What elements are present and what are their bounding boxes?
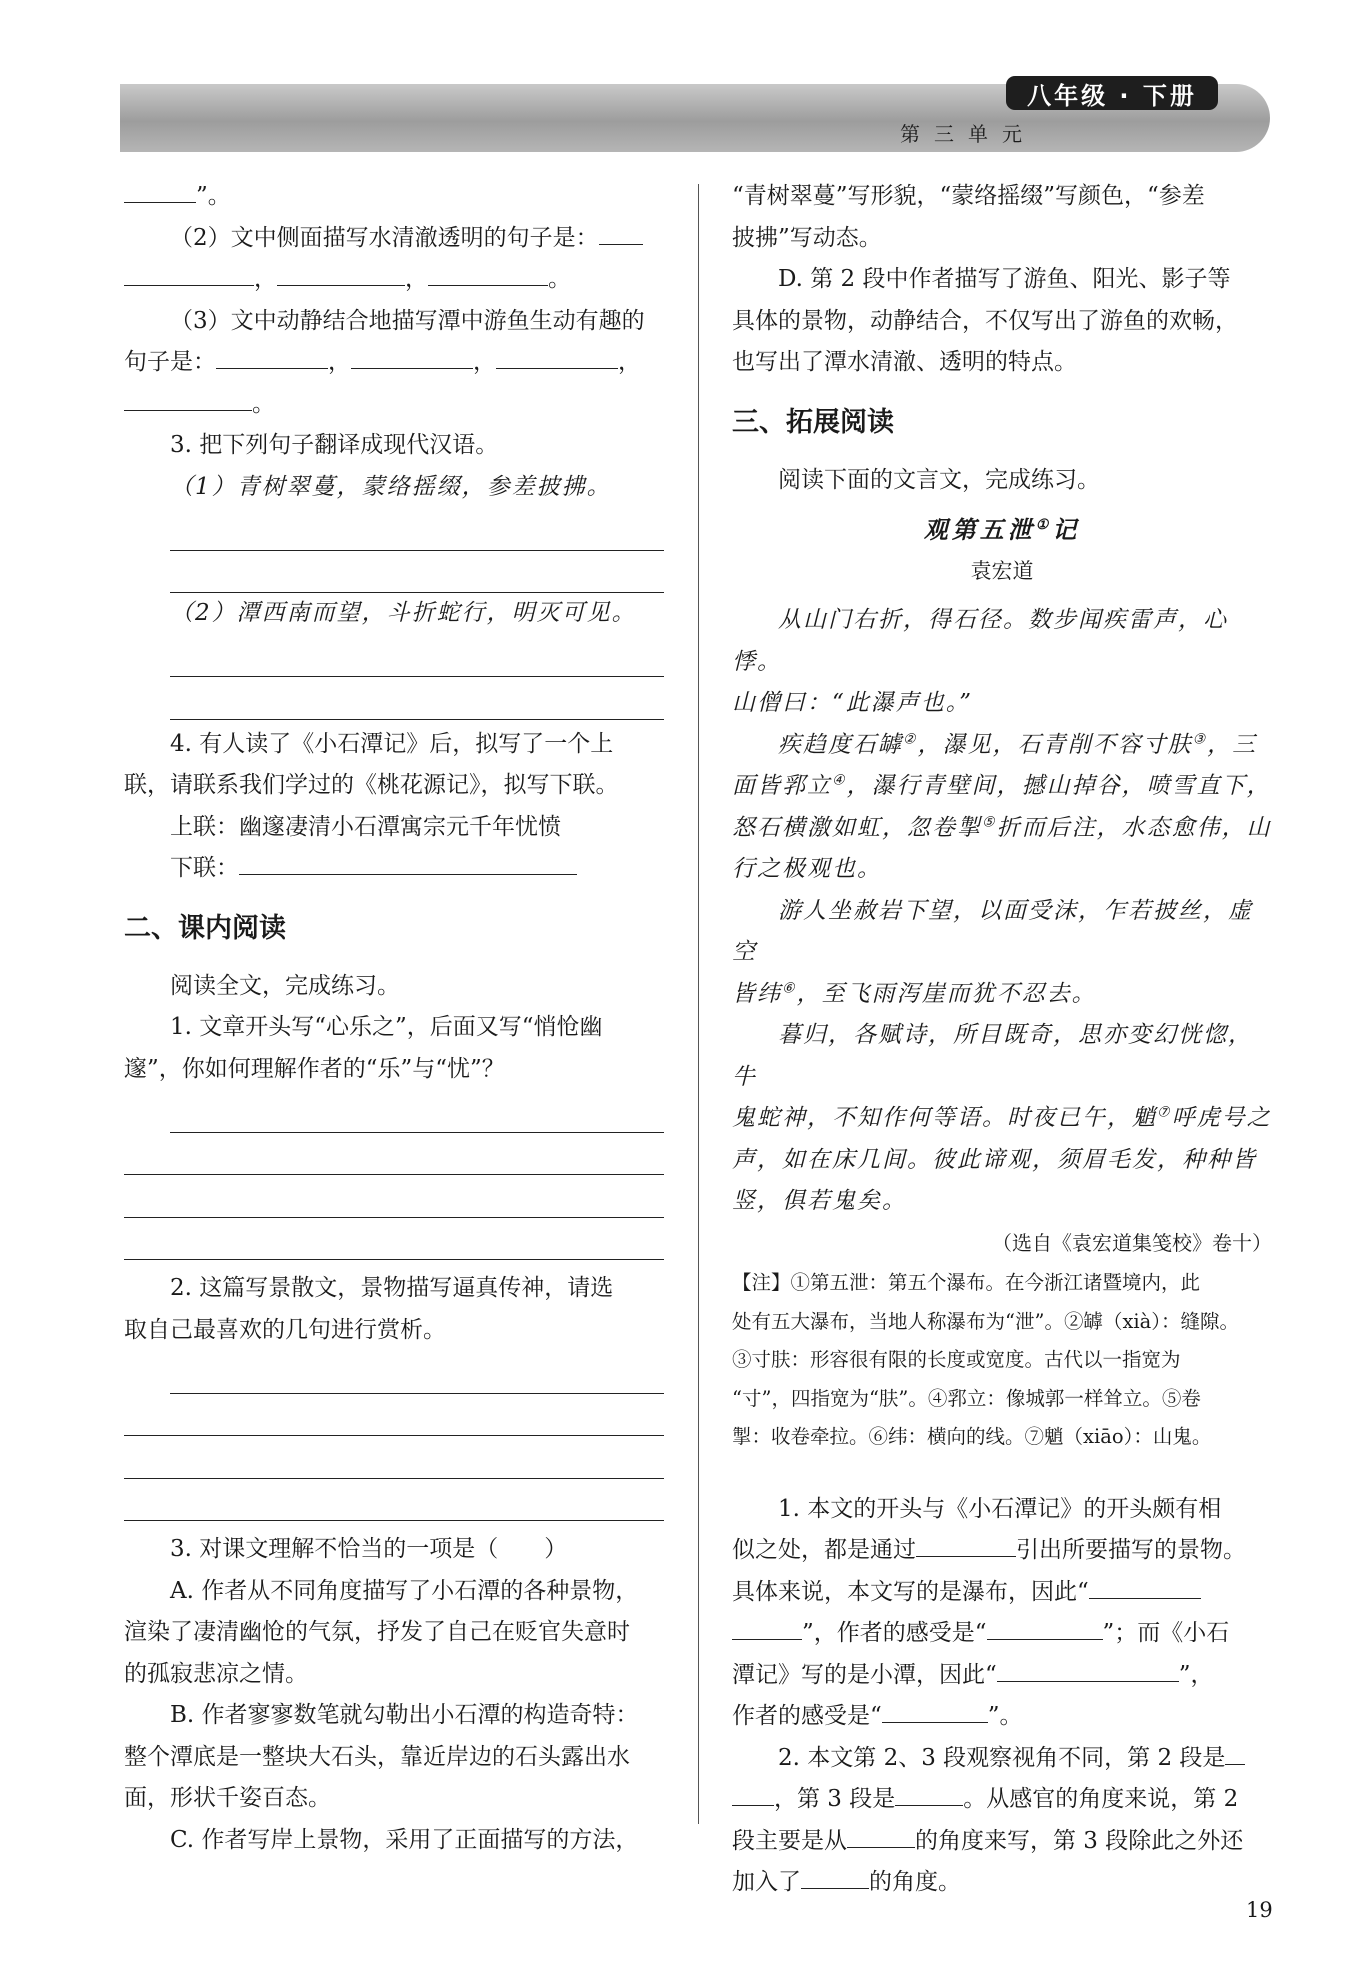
- text-line: 具体的景物，动静结合，不仅写出了游鱼的欢畅，: [732, 307, 1238, 334]
- text-line: 段主要是从 的角度来写，第 3 段除此之外还: [732, 1821, 1272, 1863]
- text-line: 潭记》写的是小潭，因此“ ”，: [732, 1655, 1272, 1697]
- answer-line[interactable]: [170, 508, 664, 551]
- text-line: 取自己最喜欢的几句进行赏析。: [124, 1316, 446, 1343]
- text-line: 疾趋度石罅②，瀑见，石青削不容寸肤③，三: [778, 730, 1258, 758]
- note-line: 处有五大瀑布，当地人称瀑布为“泄”。②罅（xià）：缝隙。: [732, 1309, 1240, 1333]
- blank[interactable]: [428, 263, 548, 286]
- text-line: 作者的感受是“ ”。: [732, 1696, 1272, 1738]
- text-line: ”，作者的感受是“ ”；而《小石: [732, 1613, 1272, 1655]
- blank[interactable]: [997, 1659, 1179, 1682]
- text-line: 面皆郛立④，瀑行青壁间，撼山掉谷，喷雪直下，: [732, 772, 1272, 799]
- question-4: 4. 有人读了《小石潭记》后，拟写了一个上: [170, 730, 614, 757]
- left-column: [124, 176, 664, 1861]
- option-b: B. 作者寥寥数笔就勾勒出小石潭的构造奇特：: [170, 1702, 639, 1728]
- text-line: 怒石横激如虹，忽卷掣⑤折而后注，水态愈伟，山: [732, 813, 1272, 841]
- question-2: 2. 这篇写景散文，景物描写逼真传神，请选: [170, 1275, 614, 1301]
- classical-passage: [732, 600, 1272, 1223]
- text-line: 行之极观也。: [732, 856, 882, 882]
- text-line: 似之处，都是通过 引出所要描写的景物。: [732, 1530, 1272, 1572]
- note-line: ③寸肤：形容很有限的长度或宽度。古代以一指宽为: [732, 1348, 1181, 1371]
- answer-line[interactable]: [124, 1436, 664, 1479]
- passage-author: 袁宏道: [970, 558, 1034, 583]
- text-line: 竖，俱若鬼矣。: [732, 1188, 907, 1214]
- note-line: 掣：收卷牵拉。⑥纬：横向的线。⑦魈（xiāo）：山鬼。: [732, 1425, 1212, 1448]
- section-heading: 三、拓展阅读: [732, 406, 894, 438]
- grade-label: 八年级 · 下册: [1006, 76, 1218, 110]
- blank[interactable]: [801, 1866, 869, 1889]
- option-d: D. 第 2 段中作者描写了游鱼、阳光、影子等: [778, 266, 1231, 292]
- first-couplet: 上联：幽邃凄清小石潭寓宗元千年忧愤: [170, 813, 561, 840]
- text-line: 联，请联系我们学过的《桃花源记》，拟写下联。: [124, 772, 619, 798]
- answer-line[interactable]: [124, 1479, 664, 1522]
- text-line: 加入了 的角度。: [732, 1862, 1272, 1904]
- blank[interactable]: [216, 346, 328, 369]
- blank[interactable]: [599, 222, 643, 245]
- text-line: 皆纬⑥，至飞雨泻崖而犹不忍去。: [732, 979, 1097, 1007]
- blank[interactable]: [239, 852, 577, 875]
- question-1: 1. 文章开头写“心乐之”，后面又写“悄怆幽: [170, 1014, 603, 1040]
- blank[interactable]: [916, 1534, 1016, 1557]
- blank[interactable]: [895, 1783, 963, 1806]
- text-line: 渲染了凄清幽怆的气氛，抒发了自己在贬官失意时: [124, 1619, 630, 1645]
- note-line: “寸”，四指宽为“肤”。④郛立：像城郭一样耸立。⑤卷: [732, 1386, 1201, 1410]
- annotations: [732, 1264, 1272, 1457]
- blank[interactable]: [351, 346, 473, 369]
- question-2: 2. 本文第 2、3 段观察视角不同，第 2 段是: [732, 1738, 1272, 1780]
- blank[interactable]: [496, 346, 618, 369]
- text-line: 邃”，你如何理解作者的“乐”与“忧”？: [124, 1055, 505, 1082]
- translate-sentence-1: （1）青树翠蔓，蒙络摇缀，参差披拂。: [170, 473, 612, 500]
- answer-line[interactable]: [170, 551, 664, 594]
- text-line: 游人坐赦岩下望，以面受沫，乍若披丝，虚空: [732, 897, 1253, 965]
- blank[interactable]: [987, 1617, 1103, 1640]
- blank[interactable]: [277, 263, 405, 286]
- answer-line[interactable]: [124, 1133, 664, 1176]
- instruction: 阅读下面的文言文，完成练习。: [778, 466, 1100, 493]
- text-line: ，第 3 段是 。从感官的角度来说，第 2: [732, 1779, 1272, 1821]
- text-line: 也写出了潭水清澈、透明的特点。: [732, 349, 1077, 375]
- blank[interactable]: [162, 263, 254, 286]
- blank[interactable]: [124, 263, 162, 286]
- text-line: 声，如在床几间。彼此谛观，须眉毛发，种种皆: [732, 1146, 1257, 1173]
- text-line: （2）文中侧面描写水清澈透明的句子是：: [124, 218, 664, 260]
- answer-line[interactable]: [170, 677, 664, 720]
- blank[interactable]: [882, 1700, 988, 1723]
- answer-line[interactable]: [170, 635, 664, 678]
- section-heading: 二、课内阅读: [124, 912, 286, 944]
- blank[interactable]: [732, 1783, 774, 1806]
- blank[interactable]: [124, 388, 252, 411]
- passage-title: 观第五泄①记: [923, 515, 1081, 544]
- blank[interactable]: [732, 1617, 802, 1640]
- page-number: 19: [1246, 1898, 1273, 1922]
- text-line: “青树翠蔓”写形貌，“蒙络摇缀”写颜色，“参差: [732, 183, 1205, 209]
- blank[interactable]: [847, 1825, 915, 1848]
- text-line: 山僧曰：“此瀑声也。”: [732, 690, 974, 716]
- option-c: C. 作者写岸上景物，采用了正面描写的方法，: [170, 1826, 639, 1853]
- text-line: 的孤寂悲凉之情。: [124, 1660, 308, 1687]
- answer-line[interactable]: [124, 1218, 664, 1261]
- second-couplet: 下联：: [124, 848, 664, 890]
- question-1: 1. 本文的开头与《小石潭记》的开头颇有相: [778, 1495, 1222, 1522]
- text-line: ”。: [124, 176, 664, 218]
- answer-line[interactable]: [170, 1090, 664, 1133]
- text-line: 披拂”写动态。: [732, 224, 882, 251]
- question-3: 3. 把下列句子翻译成现代汉语。: [170, 432, 499, 458]
- passage-source: （选自《袁宏道集笺校》卷十）: [992, 1230, 1272, 1255]
- note-line: 【注】①第五泄：第五个瀑布。在今浙江诸暨境内，此: [732, 1271, 1201, 1294]
- text-line: ， ， 。: [124, 259, 664, 301]
- blank[interactable]: [124, 180, 196, 203]
- answer-line[interactable]: [170, 1351, 664, 1394]
- instruction: 阅读全文，完成练习。: [170, 972, 400, 999]
- column-divider: [698, 184, 699, 1824]
- translate-sentence-2: （2）潭西南而望，斗折蛇行，明灭可见。: [170, 600, 637, 626]
- question-3: 3. 对课文理解不恰当的一项是（ ）: [170, 1536, 568, 1562]
- blank[interactable]: [1089, 1576, 1201, 1599]
- blank[interactable]: [1225, 1742, 1245, 1765]
- right-column: [732, 176, 1272, 1904]
- text-line: 整个潭底是一整块大石头，靠近岸边的石头露出水: [124, 1743, 630, 1770]
- unit-label: 第三单元: [900, 122, 1036, 146]
- text-line: （3）文中动静结合地描写潭中游鱼生动有趣的: [170, 307, 645, 334]
- answer-line[interactable]: [124, 1175, 664, 1218]
- answer-line[interactable]: [124, 1394, 664, 1437]
- text-line: 鬼蛇神，不知作何等语。时夜已午，魈⑦呼虎号之: [732, 1104, 1272, 1131]
- text-line: 暮归，各赋诗，所目既奇，思亦变幻恍惚，牛: [732, 1022, 1253, 1090]
- text-line: 。: [124, 384, 664, 426]
- option-a: A. 作者从不同角度描写了小石潭的各种景物，: [170, 1577, 639, 1604]
- text-line: 从山门右折，得石径。数步闻疾雷声，心悸。: [732, 607, 1228, 675]
- text-line: 面，形状千姿百态。: [124, 1785, 331, 1811]
- text-line: 句子是： ， ， ，: [124, 342, 664, 384]
- text-line: 具体来说，本文写的是瀑布，因此“: [732, 1572, 1272, 1614]
